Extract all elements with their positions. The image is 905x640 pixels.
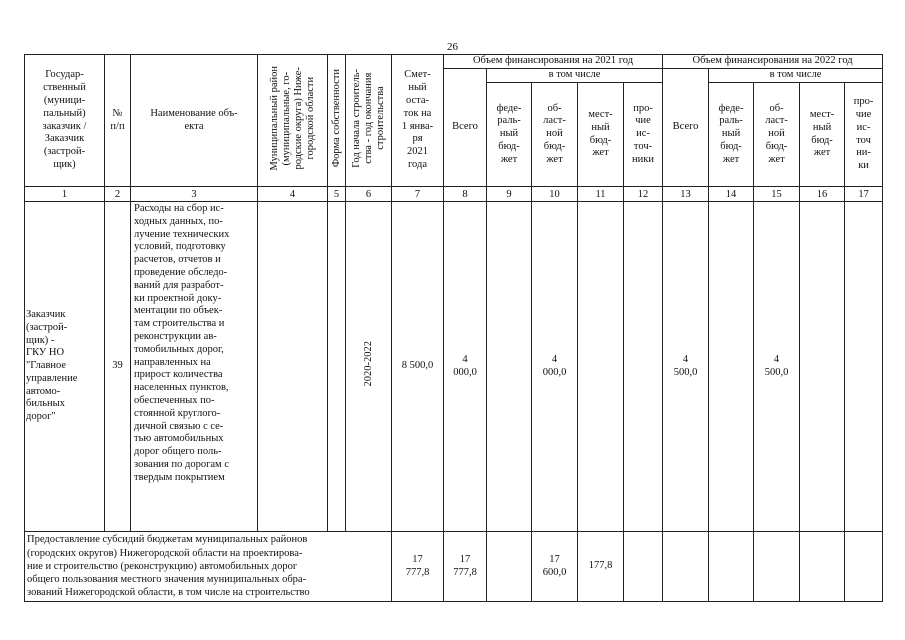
subsidy-local-2021: 177,8 <box>578 532 624 602</box>
row-local-2021 <box>578 202 624 532</box>
row-regional-2021: 4 000,0 <box>532 202 578 532</box>
subsidy-other-2022 <box>845 532 883 602</box>
subsidy-estimated-balance: 17 777,8 <box>392 532 444 602</box>
column-number: 14 <box>709 187 754 202</box>
table-row-39 <box>25 202 883 532</box>
header-other-2021: про- чие ис- точ- ники <box>624 83 663 187</box>
column-number: 1 <box>25 187 105 202</box>
table-row-subsidies <box>25 532 883 602</box>
column-number: 17 <box>845 187 883 202</box>
header-regional-2021: об- ласт- ной бюд- жет <box>532 83 578 187</box>
header-including-2022: в том числе <box>709 69 883 83</box>
column-number: 5 <box>328 187 346 202</box>
column-number: 15 <box>754 187 800 202</box>
row-years: 2020-2022 <box>346 202 392 532</box>
header-federal-2022: феде- раль- ный бюд- жет <box>709 83 754 187</box>
header-total-2022: Всего <box>663 69 709 187</box>
column-number-row <box>25 187 883 202</box>
subsidy-regional-2022 <box>754 532 800 602</box>
header-funding-2021: Объем финансирования на 2021 год <box>444 55 663 69</box>
header-regional-2022: об- ласт- ной бюд- жет <box>754 83 800 187</box>
column-number: 8 <box>444 187 487 202</box>
subsidy-description: Предоставление субсидий бюджетам муниципальных районов (городских округов) Нижегородской области на проектирова- ние и строительство (реконструкцию) автомобильных дорог общего пользования местного значения муниципальных обра- зований Нижегородской области, в том числе на строительство <box>25 532 392 602</box>
subsidy-regional-2021: 17 600,0 <box>532 532 578 602</box>
header-estimated-balance: Смет- ный оста- ток на 1 янва- ря 2021 года <box>392 55 444 187</box>
column-number: 4 <box>258 187 328 202</box>
subsidy-other-2021 <box>624 532 663 602</box>
row-total-2021: 4 000,0 <box>444 202 487 532</box>
row-customer: Заказчик (застрой- щик) - ГКУ НО "Главное управление автомо- бильных дорог" <box>25 202 105 532</box>
row-ownership <box>328 202 346 532</box>
page-number: 26 <box>447 41 458 53</box>
row-estimated-balance: 8 500,0 <box>392 202 444 532</box>
header-funding-2022: Объем финансирования на 2022 год <box>663 55 883 69</box>
column-number: 6 <box>346 187 392 202</box>
header-other-2022: про- чие ис- точ ни- ки <box>845 83 883 187</box>
row-total-2022: 4 500,0 <box>663 202 709 532</box>
column-number: 16 <box>800 187 845 202</box>
header-local-2022: мест- ный бюд- жет <box>800 83 845 187</box>
row-number: 39 <box>105 202 131 532</box>
header-object-name: Наименование объ- екта <box>131 55 258 187</box>
header-number: № п/п <box>105 55 131 187</box>
header-customer: Государ- ственный (муници- пальный) заказчик / Заказчик (застрой- щик) <box>25 55 105 187</box>
column-number: 3 <box>131 187 258 202</box>
column-number: 2 <box>105 187 131 202</box>
column-number: 11 <box>578 187 624 202</box>
column-number: 10 <box>532 187 578 202</box>
column-number: 9 <box>487 187 532 202</box>
row-other-2021 <box>624 202 663 532</box>
row-other-2022 <box>845 202 883 532</box>
header-municipality: Муниципальный район (муниципальные, го- родские округа) Ниже- городской области <box>258 55 328 187</box>
row-local-2022 <box>800 202 845 532</box>
row-regional-2022: 4 500,0 <box>754 202 800 532</box>
column-number: 7 <box>392 187 444 202</box>
row-federal-2021 <box>487 202 532 532</box>
header-years: Год начала строитель- ства - год окончания строительства <box>346 55 392 187</box>
subsidy-total-2022 <box>663 532 709 602</box>
row-federal-2022 <box>709 202 754 532</box>
subsidy-federal-2021 <box>487 532 532 602</box>
subsidy-total-2021: 17 777,8 <box>444 532 487 602</box>
header-local-2021: мест- ный бюд- жет <box>578 83 624 187</box>
header-including-2021: в том числе <box>487 69 663 83</box>
column-number: 12 <box>624 187 663 202</box>
subsidy-federal-2022 <box>709 532 754 602</box>
header-federal-2021: феде- раль- ный бюд- жет <box>487 83 532 187</box>
row-object-name: Расходы на сбор ис- ходных данных, по- лучение технических условий, подготовку расчетов, отчетов и проведение обследо- ваний для разработ- ки проектной доку- ментации по объек- там строительства и реконструкции ав- томобильных дорог, направленных на прирост количества населенных пунктов, обеспеченных по- стоянной круглого- дичной связью с се- тью автомобильных дорог общего поль- зования по дорогам с твердым покрытием <box>131 202 258 532</box>
header-total-2021: Всего <box>444 69 487 187</box>
row-municipality <box>258 202 328 532</box>
header-ownership: Форма собственности <box>328 55 346 187</box>
column-number: 13 <box>663 187 709 202</box>
subsidy-local-2022 <box>800 532 845 602</box>
financing-table <box>24 54 883 602</box>
